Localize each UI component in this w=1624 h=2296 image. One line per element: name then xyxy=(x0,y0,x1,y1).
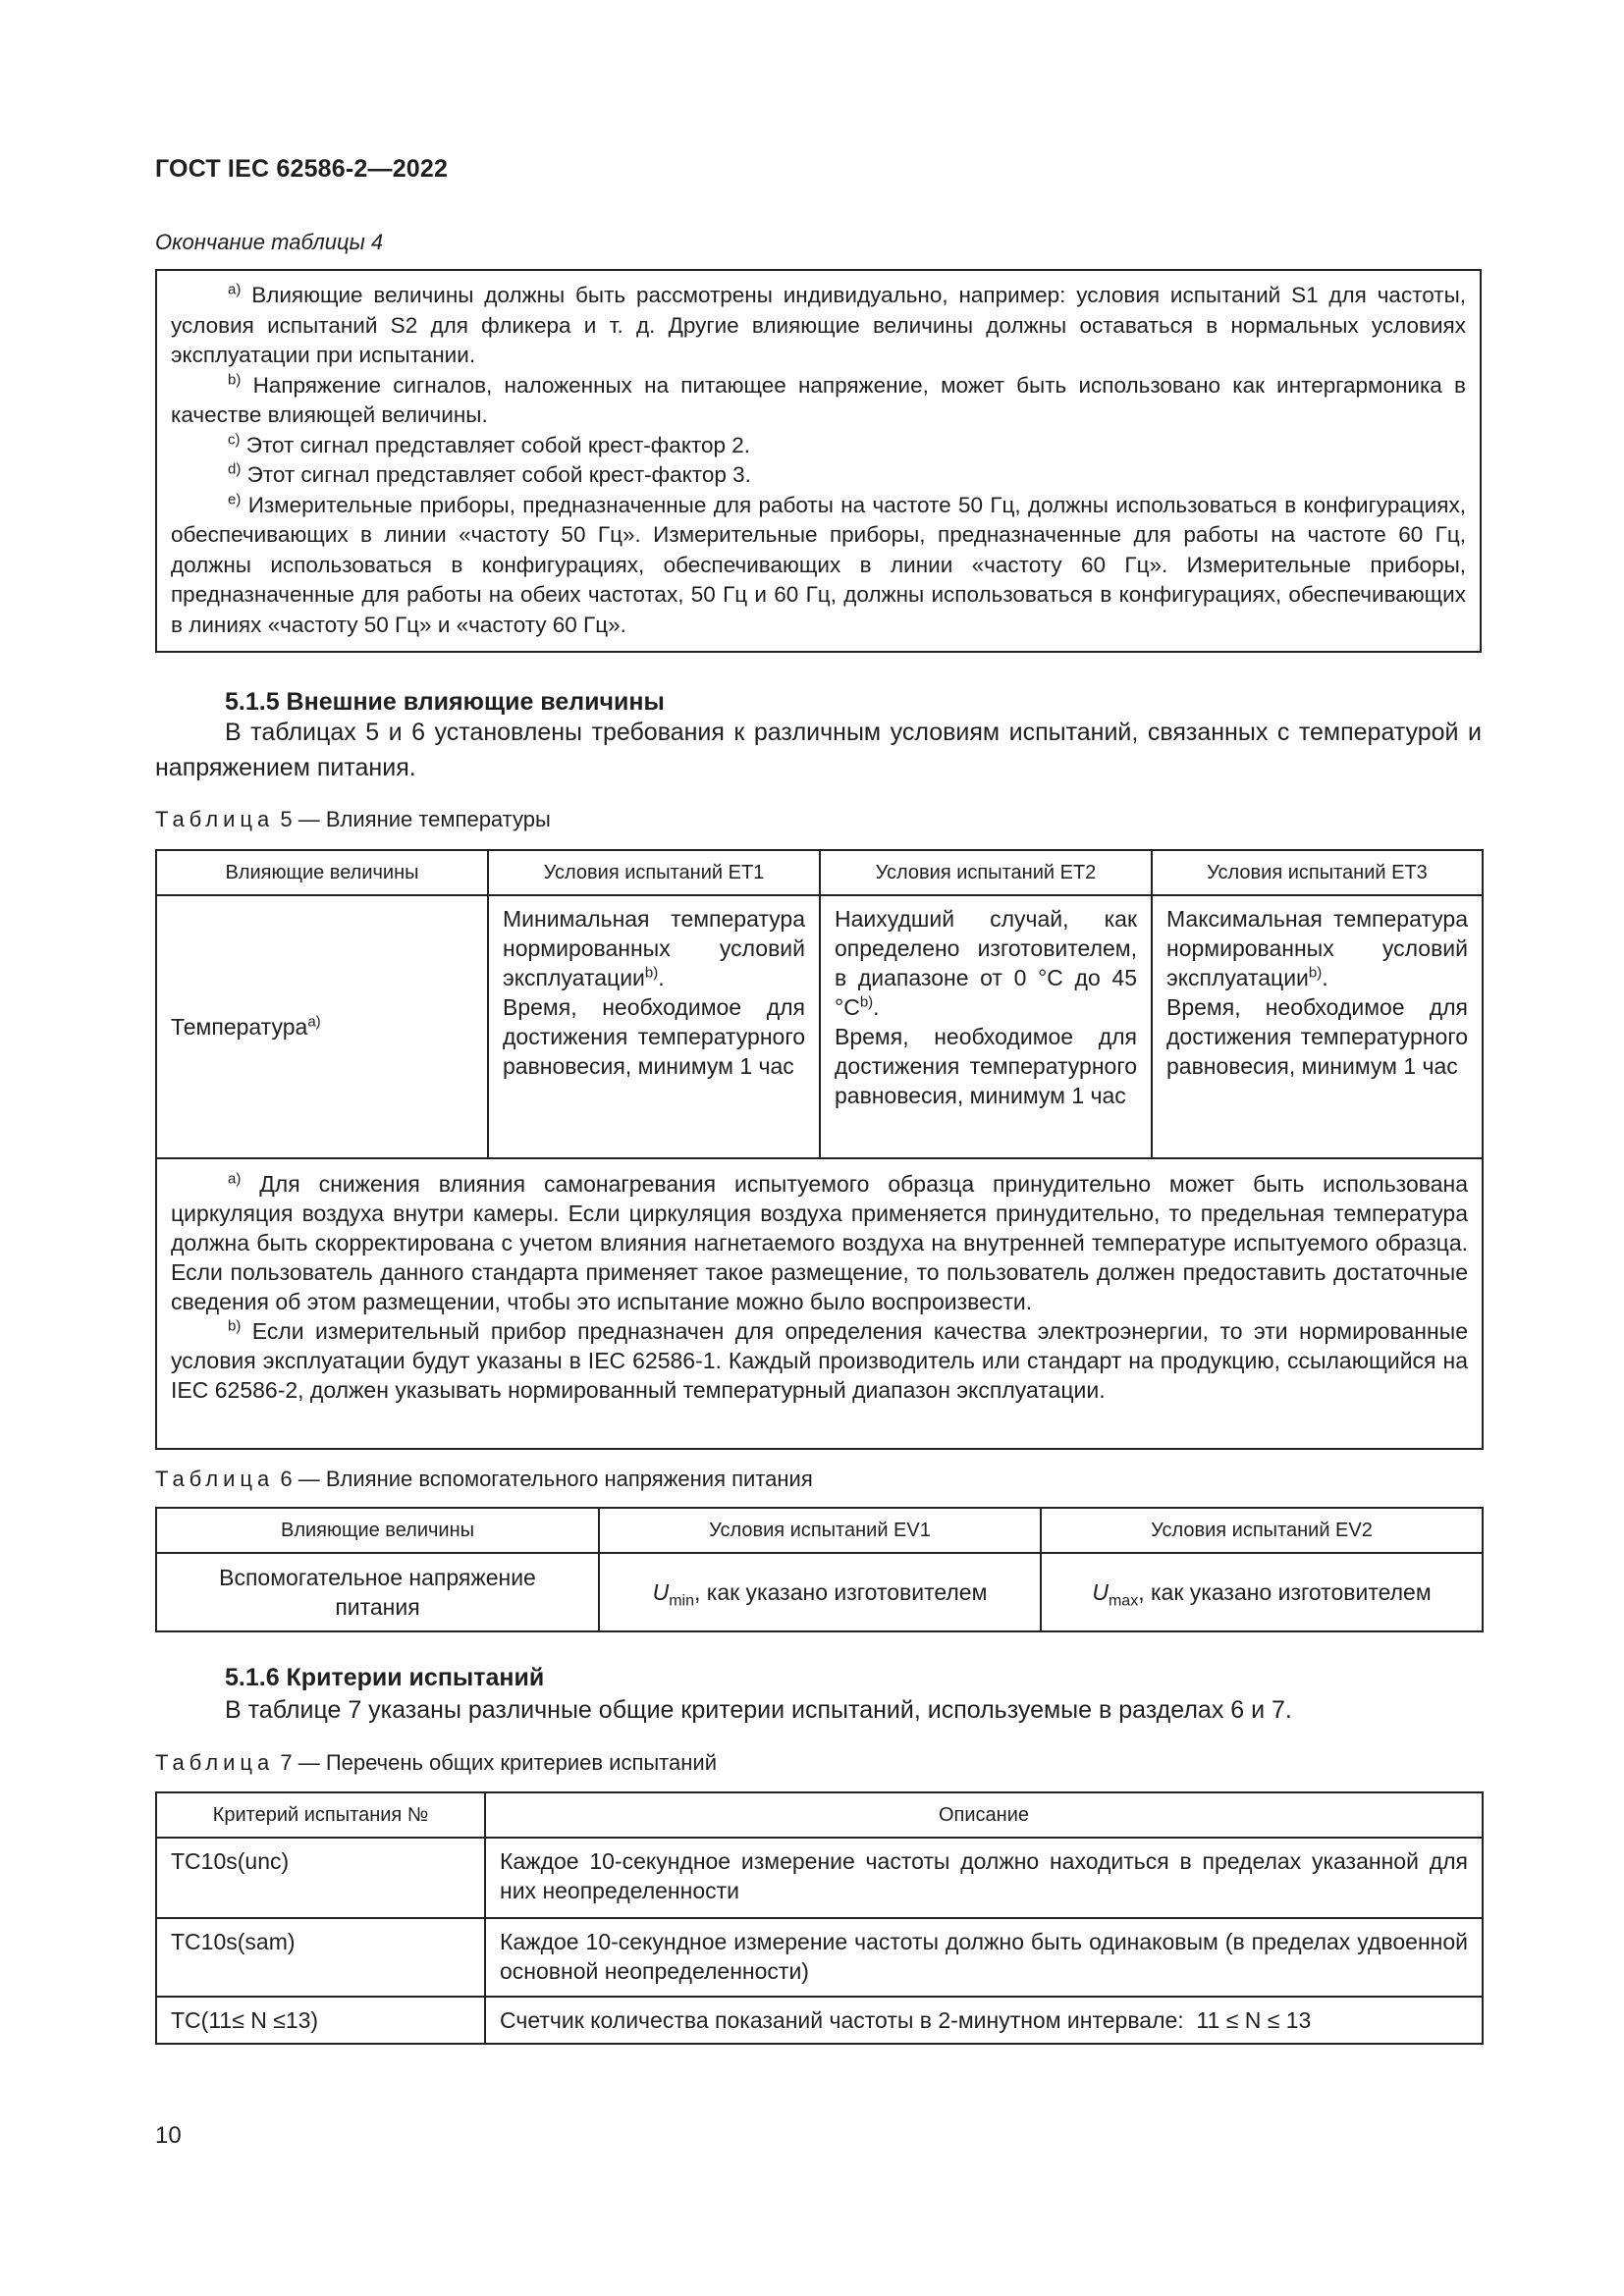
table7-header-cell: Описание xyxy=(485,1792,1483,1838)
table7-criterion-desc: Каждое 10-секундное измерение частоты должно быть одинаковым (в пределах удвоенной основной неопределенности) xyxy=(485,1918,1483,1997)
table7-header-cell: Критерий испытания № xyxy=(156,1792,485,1838)
table-row xyxy=(156,1838,1483,1918)
table6-caption: Таблица 6 — Влияние вспомогательного напряжения питания xyxy=(155,1467,813,1491)
footnote-e: $^{e)}$ Измерительные приборы, предназначенные для работы на частоте 50 Гц, должны использоваться в конфигурациях, обеспечивающих в линии «частоту 50 Гц». Измерительные приборы, предназначенные для работы на частоте 60 Гц, должны использоваться в конфигурациях, обеспечивающих в линии «частоту 60 Гц». Измерительные приборы, предназначенные для работы на обеих частотах, 50 Гц и 60 Гц, должны использоваться в конфигурациях, обеспечивающих в линиях «частоту 50 Гц» и «частоту 60 Гц». xyxy=(171,491,1466,637)
table5-header-cell: Условия испытаний ET1 xyxy=(488,850,820,895)
section-5-1-5-heading: 5.1.5 Внешние влияющие величины xyxy=(225,688,665,716)
footnote-d: $^{d)}$ Этот сигнал представляет собой крест-фактор 3. xyxy=(228,460,751,487)
table5-header-cell: Влияющие величины xyxy=(156,850,488,895)
table5-header-cell: Условия испытаний ET3 xyxy=(1152,850,1483,895)
table6-header-cell: Влияющие величины xyxy=(156,1508,599,1553)
table5-row-label: Температура$^{a)}$ xyxy=(156,895,488,1158)
footnote-c: $^{c)}$ Этот сигнал представляет собой крест-фактор 2. xyxy=(228,431,751,457)
table6-row-label: Вспомогательное напряжение питания xyxy=(156,1553,599,1631)
table5-et1-cell: Минимальная температура нормированных условий эксплуатации$^{b)}$. Время, необходимое для достижения температурного равновесия, минимум 1 час xyxy=(488,895,820,1158)
table5-header-cell: Условия испытаний ET2 xyxy=(820,850,1152,895)
table7-criterion-desc: Счетчик количества показаний частоты в 2-минутном интервале: 11 ≤ N ≤ 13 xyxy=(485,1997,1483,2044)
table-row xyxy=(156,1918,1483,1997)
footnote-a: $^{a)}$ Влияющие величины должны быть рассмотрены индивидуально, например: условия испытаний S1 для частоты, условия испытаний S2 для фликера и т. д. Другие влияющие величины должны оставаться в нормальных условиях эксплуатации при испытании. xyxy=(171,281,1466,367)
page-number: 10 xyxy=(155,2122,182,2149)
table5-et2-cell: Наихудший случай, как определено изготовителем, в диапазоне от 0 °C до 45 $^\circ C^{b)}$. Время, необходимое для достижения температурного равновесия, минимум 1 час xyxy=(820,895,1152,1158)
table7-criterion-desc: Каждое 10-секундное измерение частоты должно находиться в пределах указанной для них неопределенности xyxy=(485,1838,1483,1918)
table6-aux-voltage xyxy=(155,1507,1484,1632)
table6-ev1-cell: $U_{min}$, как указано изготовителем xyxy=(599,1553,1041,1631)
table6-ev2-cell: $U_{max}$, как указано изготовителем xyxy=(1041,1553,1483,1631)
table7-criterion-id: TC10s(sam) xyxy=(156,1918,485,1997)
table5-note-b: $^{b)}$ Если измерительный прибор предназначен для определения качества электроэнергии, то эти нормированные условия эксплуатации будут указаны в IEC 62586-1. Каждый производитель или стандарт на продукцию, ссылающийся на IEC 62586-2, должен указывать нормированный температурный диапазон эксплуатации. xyxy=(171,1317,1469,1403)
table6-header-cell: Условия испытаний EV2 xyxy=(1041,1508,1483,1553)
section-5-1-5-text: В таблицах 5 и 6 установлены требования к различным условиям испытаний, связанных с температурой и напряжением питания. xyxy=(155,719,1482,781)
table4-footnotes-box xyxy=(155,269,1482,653)
footnote-b: $^{b)}$ Напряжение сигналов, наложенных на питающее напряжение, может быть использовано как интергармоника в качестве влияющей величины. xyxy=(171,371,1466,427)
table6-header-cell: Условия испытаний EV1 xyxy=(599,1508,1041,1553)
section-5-1-6-heading: 5.1.6 Критерии испытаний xyxy=(225,1664,545,1691)
table5-notes-cell xyxy=(156,1158,1483,1449)
section-5-1-6-text: В таблице 7 указаны различные общие критерии испытаний, используемые в разделах 6 и 7. xyxy=(225,1696,1292,1724)
table5-caption: Таблица 5 — Влияние температуры xyxy=(155,807,551,831)
table4-continuation-caption: Окончание таблицы 4 xyxy=(155,230,384,254)
table7-caption: Таблица 7 — Перечень общих критериев испытаний xyxy=(155,1750,717,1775)
table5-temperature xyxy=(155,849,1484,1450)
table7-test-criteria xyxy=(155,1791,1484,2045)
table-row xyxy=(156,1997,1483,2044)
table5-et3-cell: Максимальная температура нормированных условий эксплуатации$^{b)}$. Время, необходимое для достижения температурного равновесия, минимум 1 час xyxy=(1152,895,1483,1158)
table7-criterion-id: TC10s(unc) xyxy=(156,1838,485,1918)
table7-criterion-id: TC(11≤ N ≤13) xyxy=(156,1997,485,2044)
standard-title: ГОСТ IEC 62586-2—2022 xyxy=(155,155,449,183)
table5-note-a: $^{a)}$ Для снижения влияния самонагревания испытуемого образца принудительно может быть использована циркуляция воздуха внутри камеры. Если циркуляция воздуха применяется принудительно, то предельная температура должна быть скорректирована с учетом влияния нагнетаемого воздуха на внутренней температуре испытуемого образца. Если пользователь данного стандарта применяет такое размещение, то пользователь должен предоставить достаточные сведения об этом размещении, чтобы это испытание можно было воспроизвести. xyxy=(171,1170,1469,1314)
